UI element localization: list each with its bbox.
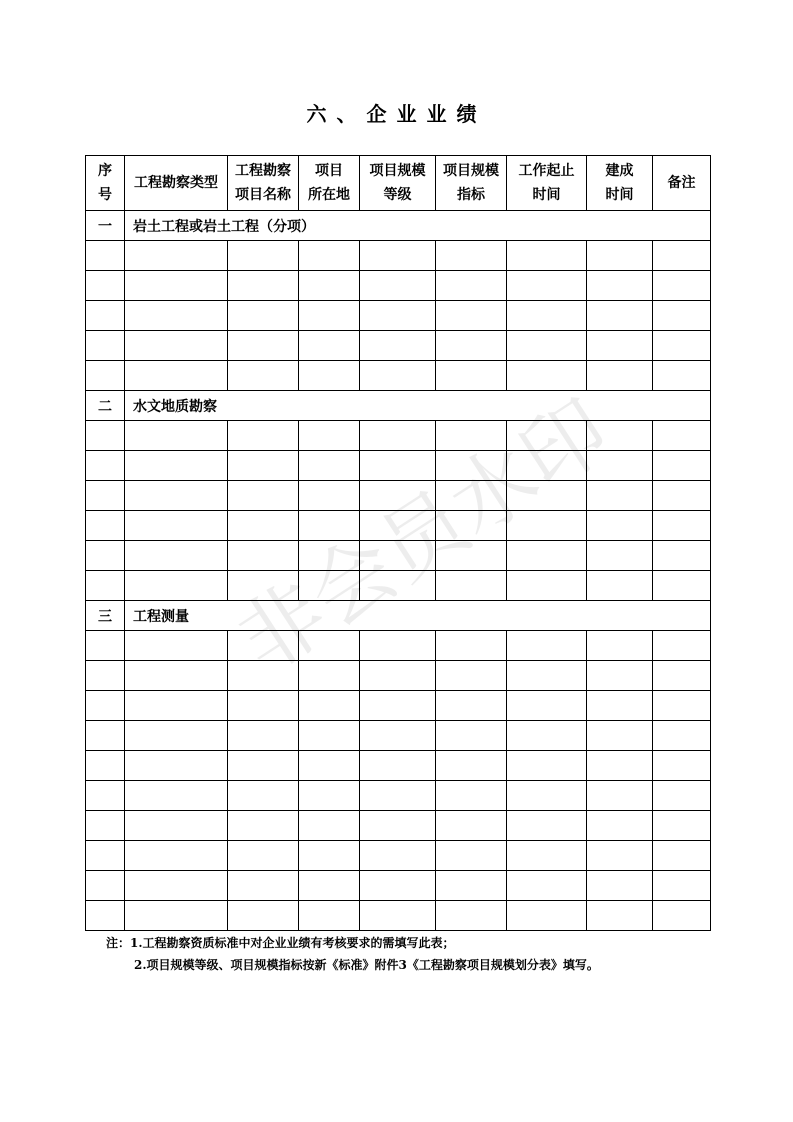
table-cell[interactable]	[86, 721, 125, 751]
table-cell[interactable]	[653, 811, 711, 841]
header-cell: 序 号	[86, 156, 125, 211]
table-row	[86, 751, 711, 781]
table-cell[interactable]	[436, 571, 507, 601]
table-cell[interactable]	[653, 271, 711, 301]
table-row	[86, 481, 711, 511]
table-cell[interactable]	[436, 661, 507, 691]
table-cell[interactable]	[507, 421, 587, 451]
table-cell[interactable]	[360, 331, 436, 361]
table-cell[interactable]	[436, 811, 507, 841]
table-cell[interactable]	[86, 331, 125, 361]
table-cell[interactable]	[228, 631, 299, 661]
performance-table	[85, 155, 711, 931]
table-cell[interactable]	[299, 811, 360, 841]
table-cell[interactable]	[299, 721, 360, 751]
table-cell[interactable]	[360, 241, 436, 271]
table-cell[interactable]	[228, 481, 299, 511]
section-row	[86, 211, 711, 241]
table-cell[interactable]	[125, 421, 228, 451]
table-cell[interactable]	[86, 511, 125, 541]
notes	[106, 932, 599, 976]
section-number: 三	[86, 601, 125, 631]
table-cell[interactable]	[653, 631, 711, 661]
section-name: 岩土工程或岩土工程（分项）	[125, 211, 711, 241]
header-cell: 项目规模 等级	[360, 156, 436, 211]
table-cell[interactable]	[436, 721, 507, 751]
table-cell[interactable]	[436, 541, 507, 571]
table-cell[interactable]	[299, 691, 360, 721]
table-cell[interactable]	[436, 421, 507, 451]
table-row	[86, 361, 711, 391]
table-cell[interactable]	[299, 781, 360, 811]
table-cell[interactable]	[653, 541, 711, 571]
table-cell[interactable]	[86, 841, 125, 871]
table-cell[interactable]	[360, 631, 436, 661]
table-cell[interactable]	[86, 691, 125, 721]
table-cell[interactable]	[436, 901, 507, 931]
table-cell[interactable]	[653, 751, 711, 781]
table-cell[interactable]	[653, 451, 711, 481]
table-cell[interactable]	[507, 691, 587, 721]
table-cell[interactable]	[587, 691, 653, 721]
table-cell[interactable]	[587, 481, 653, 511]
table-header-row	[86, 156, 711, 211]
table-cell[interactable]	[587, 781, 653, 811]
table-cell[interactable]	[228, 451, 299, 481]
table-cell[interactable]	[86, 241, 125, 271]
table-cell[interactable]	[86, 481, 125, 511]
table-cell[interactable]	[299, 571, 360, 601]
section-name: 水文地质勘察	[125, 391, 711, 421]
table-cell[interactable]	[125, 691, 228, 721]
table-cell[interactable]	[299, 541, 360, 571]
table-row	[86, 841, 711, 871]
table-cell[interactable]	[125, 571, 228, 601]
table-cell[interactable]	[507, 901, 587, 931]
table-cell[interactable]	[587, 901, 653, 931]
table-cell[interactable]	[299, 631, 360, 661]
table-cell[interactable]	[507, 721, 587, 751]
table-cell[interactable]	[86, 781, 125, 811]
table-cell[interactable]	[228, 901, 299, 931]
table-cell[interactable]	[360, 901, 436, 931]
table-cell[interactable]	[507, 661, 587, 691]
table-cell[interactable]	[86, 301, 125, 331]
table-cell[interactable]	[507, 781, 587, 811]
table-cell[interactable]	[587, 511, 653, 541]
table-row	[86, 571, 711, 601]
table-cell[interactable]	[436, 481, 507, 511]
table-cell[interactable]	[299, 421, 360, 451]
table-cell[interactable]	[125, 301, 228, 331]
table-cell[interactable]	[653, 661, 711, 691]
table-cell[interactable]	[360, 481, 436, 511]
table-cell[interactable]	[360, 691, 436, 721]
table-cell[interactable]	[299, 241, 360, 271]
table-cell[interactable]	[360, 841, 436, 871]
table-cell[interactable]	[507, 331, 587, 361]
section-name: 工程测量	[125, 601, 711, 631]
table-row	[86, 331, 711, 361]
table-cell[interactable]	[125, 511, 228, 541]
table-cell[interactable]	[228, 331, 299, 361]
table-cell[interactable]	[125, 781, 228, 811]
table-row	[86, 631, 711, 661]
table-cell[interactable]	[125, 751, 228, 781]
table-cell[interactable]	[653, 691, 711, 721]
table-cell[interactable]	[587, 421, 653, 451]
table-cell[interactable]	[125, 241, 228, 271]
table-cell[interactable]	[587, 661, 653, 691]
table-cell[interactable]	[228, 781, 299, 811]
table-cell[interactable]	[299, 451, 360, 481]
table-cell[interactable]	[86, 871, 125, 901]
section-row	[86, 601, 711, 631]
table-cell[interactable]	[436, 361, 507, 391]
table-cell[interactable]	[587, 301, 653, 331]
table-cell[interactable]	[587, 811, 653, 841]
note-1: 注：1.工程勘察资质标准中对企业业绩有考核要求的需填写此表；	[106, 936, 455, 950]
table-row	[86, 721, 711, 751]
table-cell[interactable]	[125, 811, 228, 841]
table-cell[interactable]	[360, 871, 436, 901]
table-cell[interactable]	[299, 301, 360, 331]
table-cell[interactable]	[360, 271, 436, 301]
table-row	[86, 691, 711, 721]
table-cell[interactable]	[436, 751, 507, 781]
table-cell[interactable]	[125, 451, 228, 481]
table-cell[interactable]	[228, 571, 299, 601]
table-cell[interactable]	[86, 451, 125, 481]
table-cell[interactable]	[86, 751, 125, 781]
table-cell[interactable]	[587, 451, 653, 481]
page-title: 六、企业业绩	[306, 102, 487, 126]
table-row	[86, 301, 711, 331]
table-row	[86, 901, 711, 931]
table-cell[interactable]	[228, 811, 299, 841]
table-cell[interactable]	[299, 751, 360, 781]
table-cell[interactable]	[228, 661, 299, 691]
table-cell[interactable]	[86, 571, 125, 601]
table-cell[interactable]	[228, 421, 299, 451]
table-row	[86, 271, 711, 301]
table-cell[interactable]	[436, 841, 507, 871]
table-cell[interactable]	[653, 361, 711, 391]
table-cell[interactable]	[507, 361, 587, 391]
table-cell[interactable]	[299, 331, 360, 361]
header-cell: 建成 时间	[587, 156, 653, 211]
table-cell[interactable]	[360, 751, 436, 781]
table-cell[interactable]	[436, 691, 507, 721]
table-cell[interactable]	[587, 271, 653, 301]
table-row	[86, 451, 711, 481]
table-cell[interactable]	[436, 271, 507, 301]
table-cell[interactable]	[125, 841, 228, 871]
table-cell[interactable]	[507, 511, 587, 541]
table-cell[interactable]	[587, 361, 653, 391]
table-cell[interactable]	[86, 631, 125, 661]
table-cell[interactable]	[228, 271, 299, 301]
table-row	[86, 511, 711, 541]
table-cell[interactable]	[125, 661, 228, 691]
table-cell[interactable]	[299, 661, 360, 691]
table-cell[interactable]	[360, 571, 436, 601]
table-cell[interactable]	[86, 811, 125, 841]
table-cell[interactable]	[360, 721, 436, 751]
table-cell[interactable]	[125, 871, 228, 901]
table-cell[interactable]	[125, 331, 228, 361]
table-cell[interactable]	[228, 841, 299, 871]
table-cell[interactable]	[360, 661, 436, 691]
table-cell[interactable]	[653, 331, 711, 361]
table-cell[interactable]	[436, 871, 507, 901]
table-cell[interactable]	[360, 541, 436, 571]
table-cell[interactable]	[86, 361, 125, 391]
section-number: 二	[86, 391, 125, 421]
table-cell[interactable]	[507, 271, 587, 301]
table-cell[interactable]	[653, 421, 711, 451]
table-cell[interactable]	[653, 241, 711, 271]
table-cell[interactable]	[587, 871, 653, 901]
table-cell[interactable]	[228, 361, 299, 391]
table-cell[interactable]	[507, 871, 587, 901]
table-cell[interactable]	[653, 841, 711, 871]
table-cell[interactable]	[360, 511, 436, 541]
table-cell[interactable]	[125, 721, 228, 751]
table-cell[interactable]	[299, 361, 360, 391]
table-cell[interactable]	[507, 841, 587, 871]
header-cell: 工程勘察 项目名称	[228, 156, 299, 211]
table-cell[interactable]	[86, 271, 125, 301]
table-cell[interactable]	[587, 751, 653, 781]
table-cell[interactable]	[125, 631, 228, 661]
table-cell[interactable]	[299, 871, 360, 901]
table-cell[interactable]	[125, 361, 228, 391]
table-cell[interactable]	[299, 901, 360, 931]
table-cell[interactable]	[653, 571, 711, 601]
table-cell[interactable]	[587, 721, 653, 751]
table-cell[interactable]	[299, 841, 360, 871]
header-cell: 项目 所在地	[299, 156, 360, 211]
table-cell[interactable]	[125, 901, 228, 931]
table-cell[interactable]	[228, 751, 299, 781]
table-cell[interactable]	[228, 541, 299, 571]
table-cell[interactable]	[436, 631, 507, 661]
table-cell[interactable]	[86, 901, 125, 931]
table-cell[interactable]	[507, 631, 587, 661]
table-cell[interactable]	[507, 811, 587, 841]
table-cell[interactable]	[360, 781, 436, 811]
table-cell[interactable]	[436, 241, 507, 271]
table-cell[interactable]	[299, 481, 360, 511]
table-cell[interactable]	[228, 301, 299, 331]
table-row	[86, 781, 711, 811]
table-cell[interactable]	[507, 451, 587, 481]
table-cell[interactable]	[653, 511, 711, 541]
header-cell: 项目规模 指标	[436, 156, 507, 211]
table-cell[interactable]	[507, 241, 587, 271]
table-cell[interactable]	[436, 451, 507, 481]
table-cell[interactable]	[507, 751, 587, 781]
table-cell[interactable]	[360, 421, 436, 451]
table-cell[interactable]	[125, 271, 228, 301]
table-cell[interactable]	[360, 451, 436, 481]
table-cell[interactable]	[653, 781, 711, 811]
header-cell: 工作起止 时间	[507, 156, 587, 211]
header-cell: 工程勘察类型	[125, 156, 228, 211]
table-cell[interactable]	[653, 871, 711, 901]
table-cell[interactable]	[653, 901, 711, 931]
note-2: 2.项目规模等级、项目规模指标按新《标准》附件3《工程勘察项目规模划分表》填写。	[134, 958, 599, 972]
table-cell[interactable]	[228, 871, 299, 901]
table-row	[86, 541, 711, 571]
table-cell[interactable]	[125, 481, 228, 511]
table-cell[interactable]	[436, 511, 507, 541]
section-row	[86, 391, 711, 421]
table-cell[interactable]	[228, 241, 299, 271]
table-cell[interactable]	[360, 811, 436, 841]
table-cell[interactable]	[228, 691, 299, 721]
table-cell[interactable]	[587, 631, 653, 661]
table-cell[interactable]	[436, 781, 507, 811]
header-cell: 备注	[653, 156, 711, 211]
table-cell[interactable]	[299, 511, 360, 541]
table-cell[interactable]	[653, 721, 711, 751]
table-cell[interactable]	[653, 481, 711, 511]
table-cell[interactable]	[587, 241, 653, 271]
table-row	[86, 241, 711, 271]
table-cell[interactable]	[587, 571, 653, 601]
table-cell[interactable]	[587, 841, 653, 871]
table-cell[interactable]	[587, 331, 653, 361]
watermark: 非会员水印	[220, 380, 627, 692]
table-cell[interactable]	[228, 721, 299, 751]
table-cell[interactable]	[507, 571, 587, 601]
table-cell[interactable]	[653, 301, 711, 331]
table-row	[86, 871, 711, 901]
table-cell[interactable]	[228, 511, 299, 541]
table-row	[86, 661, 711, 691]
table-cell[interactable]	[436, 331, 507, 361]
table-cell[interactable]	[507, 301, 587, 331]
table-cell[interactable]	[507, 541, 587, 571]
table-cell[interactable]	[86, 541, 125, 571]
table-cell[interactable]	[436, 301, 507, 331]
table-cell[interactable]	[587, 541, 653, 571]
table-cell[interactable]	[360, 361, 436, 391]
table-row	[86, 811, 711, 841]
table-cell[interactable]	[86, 661, 125, 691]
table-cell[interactable]	[299, 271, 360, 301]
table-cell[interactable]	[86, 421, 125, 451]
table-cell[interactable]	[360, 301, 436, 331]
table-row	[86, 421, 711, 451]
table-cell[interactable]	[125, 541, 228, 571]
table-cell[interactable]	[507, 481, 587, 511]
section-number: 一	[86, 211, 125, 241]
